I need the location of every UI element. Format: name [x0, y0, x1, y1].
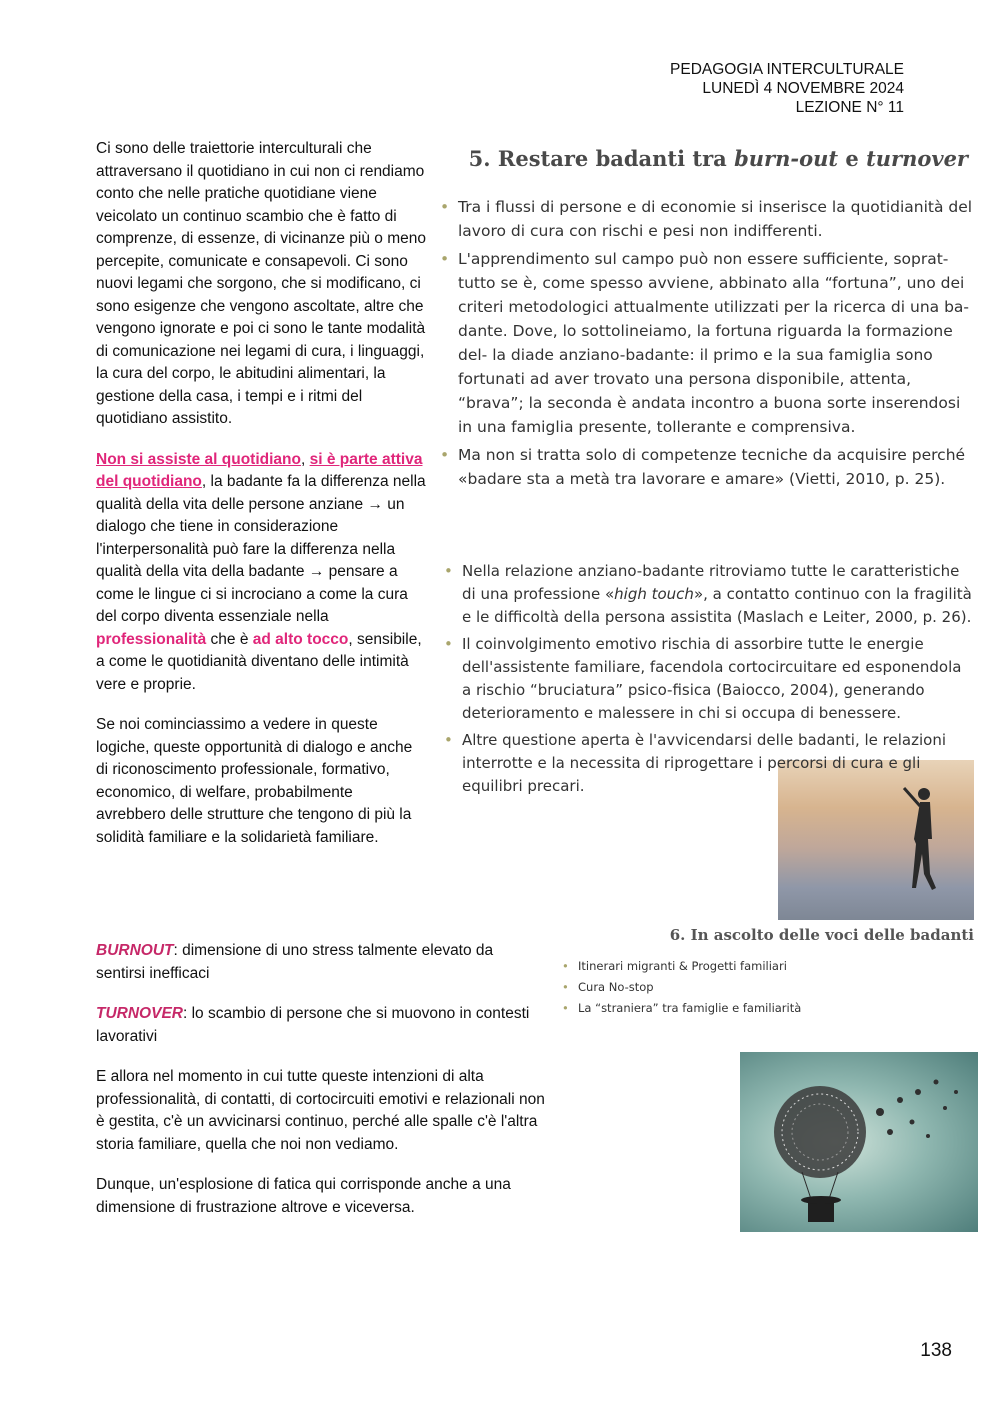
text-segment: che è [206, 630, 253, 648]
term-turnover: TURNOVER [96, 1005, 183, 1022]
page-number: 138 [920, 1340, 952, 1361]
bullet-item: • Il coinvolgimento emotivo rischia di assorbire tutte le energie dell'assistente familiare, facendola cortocircuitare ed esponendola a rischio “bruciatura” psico-fisica (Baiocco, 2004), generando deterioramento e malessere in chi si occupa di benessere. [436, 633, 974, 725]
course-title: PEDAGOGIA INTERCULTURALE [670, 61, 904, 78]
highlight-parte-attiva: si è parte attiva del quotidiano [96, 450, 423, 490]
page-header [670, 60, 904, 117]
slide-bullets [436, 560, 974, 798]
dandelion-balloon-image [740, 1052, 978, 1232]
bullet-item: • Ma non si tratta solo di competenze tecniche da acquisire perché «badare sta a metà tra lavorare e amare» (Vietti, 2010, p. 25). [432, 443, 974, 491]
definition-text: : dimensione di uno stress talmente elevato da sentirsi inefficaci [96, 942, 494, 982]
definition-text: : lo scambio di persone che si muovono in contesti lavorativi [96, 1005, 530, 1045]
definition-burnout [96, 940, 546, 985]
left-column [96, 138, 426, 867]
highlight-non-si-assiste: Non si assiste al quotidiano [96, 450, 301, 468]
bullet-item: • Itinerari migranti & Progetti familiari [560, 956, 974, 977]
walking-person-icon [902, 784, 942, 894]
slide-burnout-turnover [432, 136, 974, 546]
paragraph-traiettorie: Ci sono delle traiettorie interculturali che attraversano il quotidiano in cui non ci rendiamo conto che nelle pratiche quotidiane viene veicolato un continuo scambio che è fatto di comprenze, di essenze, di vicinanze più o meno percepite, comunicate e consapevoli. Ci sono nuovi legami che sorgono, che si modificano, ci sono esigenze che vengono ascoltate, altre che vengono ignorate e poi ci sono le tante modalità di comunicazione nei legami di cura, i linguaggi, la cura del corpo, le abitudini alimentari, la gestione della casa, i tempi e i ritmi del quotidiano assistito. [96, 140, 426, 427]
bullet-item: • Tra i flussi di persone e di economie si inserisce la quotidianità del lavoro di cura con rischi e pesi non indifferenti. [432, 195, 974, 243]
highlight-professionalita: professionalità [96, 630, 207, 648]
slide-title: 6. In ascolto delle voci delle badanti [669, 926, 974, 944]
paragraph-professionalita: E allora nel momento in cui tutte queste intenzioni di alta professionalità, di contatti, di cortocircuiti emotivi e relazionali non è gestita, c'è un avvicinarsi continuo, perché alle spalle c'è l'altra storia familiare, quella che noi non vediamo. [96, 1068, 545, 1153]
term-burnout: BURNOUT [96, 942, 174, 959]
text-segment: , la badante fa la differenza nella qualità della vita delle persone anziane → un dialogo che tiene in considerazione l'interpersonalità può fare la differenza nella qualità della vita della badante → pensare a come le lingue ci si incrociano a come la cura del corpo diventa essenziale nella [96, 473, 426, 625]
highlight-alto-tocco: ad alto tocco [252, 630, 349, 648]
bullet-emphasis: high touch [614, 585, 694, 603]
slide-bullets [560, 956, 974, 1019]
lesson-date: LUNEDÌ 4 NOVEMBRE 2024 [702, 80, 904, 97]
paragraph-fatica: Dunque, un'esplosione di fatica qui corrisponde anche a una dimensione di frustrazione altrove e viceversa. [96, 1176, 511, 1216]
slide-title [432, 146, 974, 171]
bullet-item: • L'apprendimento sul campo può non essere sufficiente, soprat-tutto se è, come spesso avviene, abbinato alla “fortuna”, uno dei criteri metodologici attualmente utilizzati per la ricerca di una ba- dante. Dove, lo sottolineiamo, la fortuna riguarda la formazione del- la diade anziano-badante: il primo e la sua famiglia sono fortunati ad aver trovato una persona disponibile, attenta, “brava”; la seconda è andata incontro a buona sorte inserendosi in una famiglia presente, tollerante e comprensiva. [432, 247, 974, 439]
slide-high-touch [436, 552, 974, 922]
title-part: 5. Restare badanti tra [468, 146, 735, 171]
text-segment: , sensibile, a come le quotidianità diventano delle intimità vere e proprie. [96, 630, 422, 693]
text-separator: , [300, 450, 310, 468]
definition-turnover [96, 1003, 546, 1048]
lower-text [96, 940, 546, 1237]
paragraph-logiche: Se noi cominciassimo a vedere in queste logiche, queste opportunità di dialogo e anche di riconoscimento professionale, formativo, economico, di welfare, probabilmente avrebbero delle strutture che tengono di più la solidità familiare e la solidarietà familiare. [96, 716, 413, 846]
title-emphasis: turnover [866, 146, 968, 171]
paragraph-quotidiano [96, 449, 426, 697]
bullet-item: • Cura No-stop [560, 977, 974, 998]
slide-bullets [432, 195, 974, 491]
title-emphasis: burn-out [734, 146, 839, 171]
bullet-item: • Altre questione aperta è l'avvicendarsi delle badanti, le relazioni interrotte e la necessita di riprogettare i percorsi di cura e gli equilibri precari. [436, 729, 974, 798]
lesson-number: LEZIONE N° 11 [795, 99, 904, 116]
slide-voci-badanti [560, 922, 974, 1034]
dandelion-icon [740, 1052, 978, 1232]
bullet-text: », a contatto continuo con la fragilità e le difficoltà della persona assistita (Maslach e Leiter, 2000, p. 26). [462, 585, 972, 626]
title-part: e [838, 146, 867, 171]
bullet-item: • La “straniera” tra famiglie e familiarità [560, 998, 974, 1019]
bullet-text: Nella relazione anziano-badante ritroviamo tutte le caratteristiche di una professione « [462, 562, 960, 603]
bullet-item [436, 560, 974, 629]
